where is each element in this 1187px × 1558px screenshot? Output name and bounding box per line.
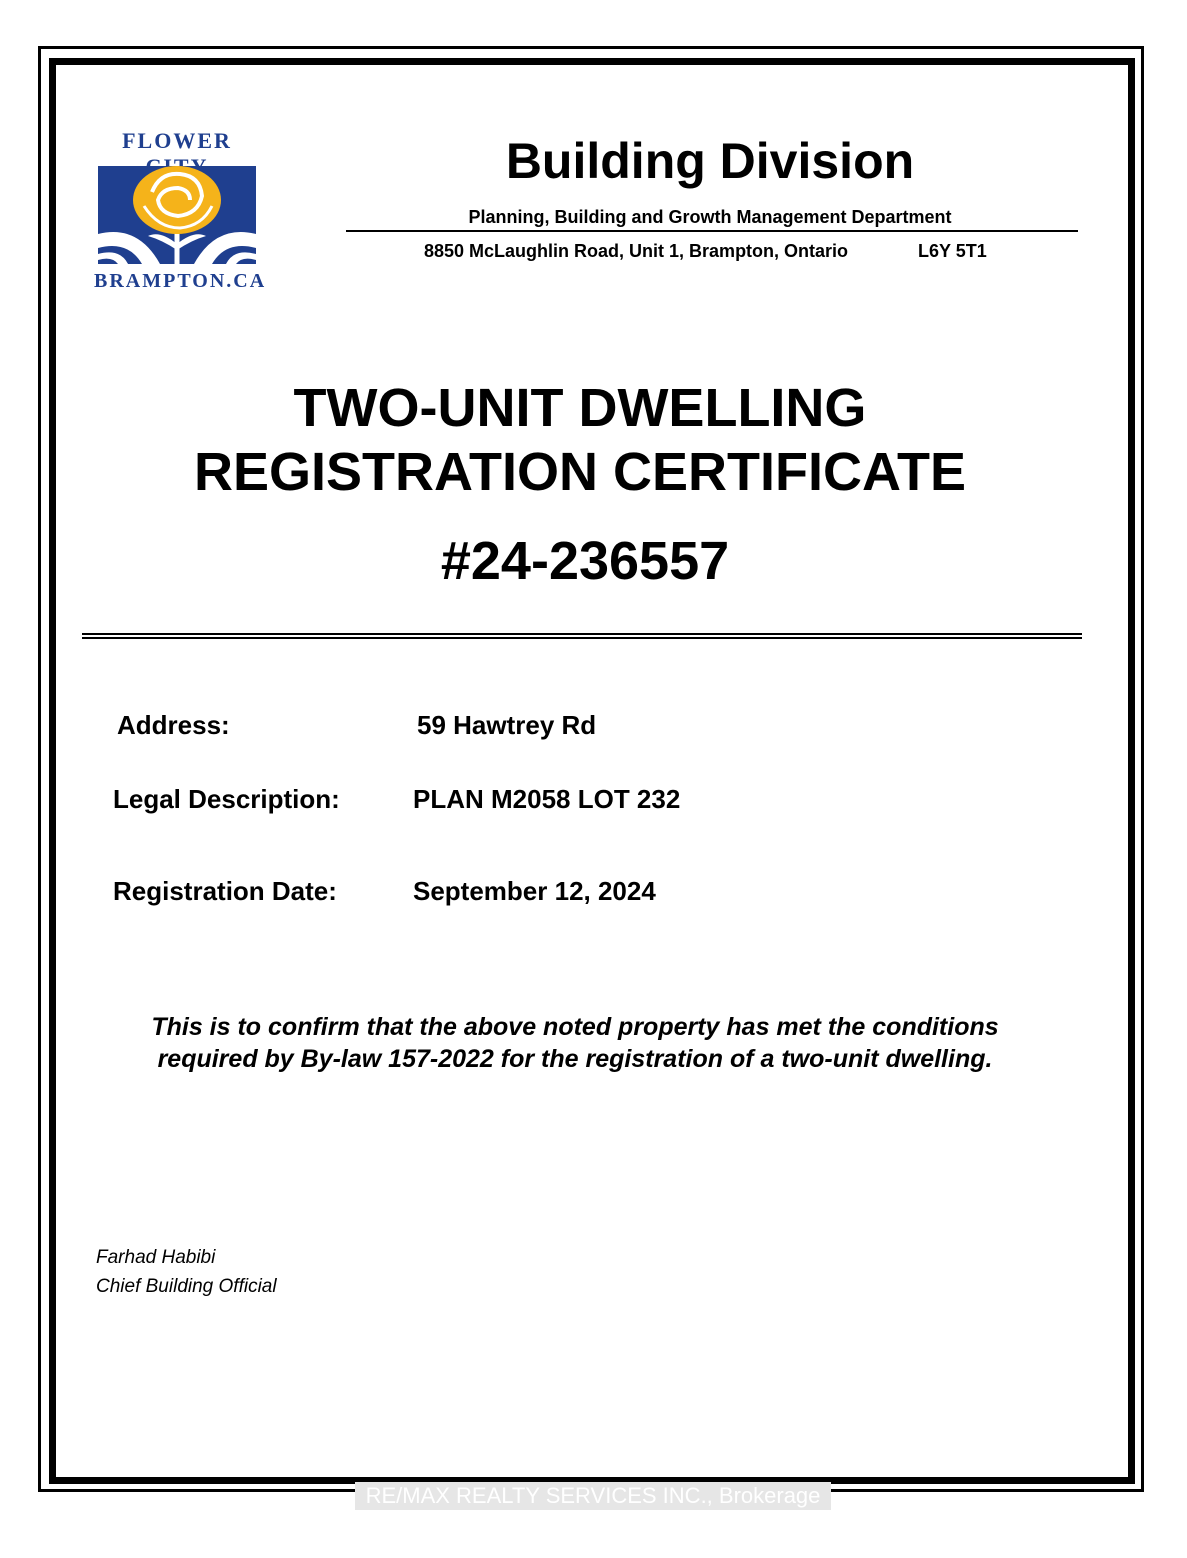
confirmation-statement-line2: required by By-law 157-2022 for the registration of a two-unit dwelling. [157, 1045, 993, 1073]
confirmation-statement-line1: This is to confirm that the above noted property has met the conditions [151, 1013, 999, 1041]
certificate-number: #24-236557 [440, 531, 730, 591]
section-divider [82, 633, 1082, 639]
logo-top-text: FLOWER [122, 128, 232, 153]
street-address: 8850 McLaughlin Road, Unit 1, Brampton, Ontario [424, 241, 849, 261]
registration-date-value: September 12, 2024 [413, 876, 656, 906]
header-divider [346, 230, 1078, 232]
certificate-title-line2: REGISTRATION CERTIFICATE [194, 442, 966, 502]
department-name: Planning, Building and Growth Management Department [468, 207, 952, 227]
registration-date-label: Registration Date: [113, 876, 337, 906]
brokerage-watermark: RE/MAX REALTY SERVICES INC., Brokerage [355, 1482, 831, 1510]
postal-code: L6Y 5T1 [918, 241, 987, 261]
brampton-logo [94, 128, 267, 298]
signatory-name: Farhad Habibi [96, 1247, 216, 1268]
division-title: Building Division [505, 133, 915, 189]
logo-bottom-text: BRAMPTON.CA [94, 270, 267, 292]
legal-description-label: Legal Description: [113, 784, 340, 814]
rose-icon [98, 166, 256, 264]
legal-description-value: PLAN M2058 LOT 232 [413, 784, 681, 814]
address-value: 59 Hawtrey Rd [417, 710, 597, 740]
address-label: Address: [117, 710, 230, 740]
certificate-title-line1: TWO-UNIT DWELLING [293, 378, 867, 438]
signatory-title: Chief Building Official [96, 1276, 277, 1297]
